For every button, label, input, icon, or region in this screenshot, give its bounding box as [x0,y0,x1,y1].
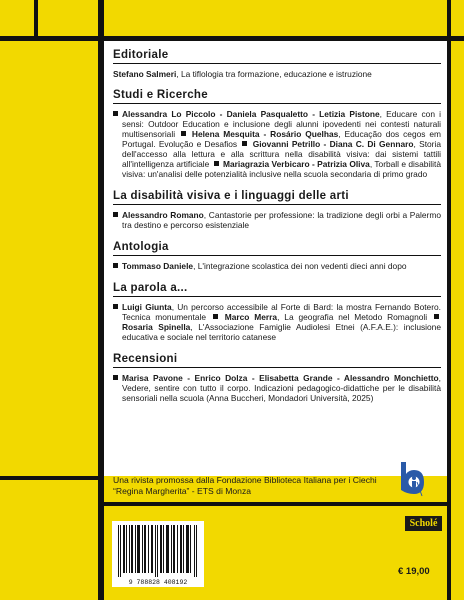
entry-author: Mariagrazia Verbicaro - Patrizia Oliva [223,159,370,169]
entry-title: , L'Associazione Famiglie Audiolesi Etnei (A.F.A.E.): inclusione educativa e sociale nel territorio catanese [122,322,441,342]
bullet-icon [113,304,118,309]
entry-title: , Vedere, sentire con tutto il corpo. Indicazioni pedagogico-didattiche per le disabilità sensoriali nella scuola (Anna Buccheri, Mondadori Università, 2025) [122,373,441,403]
disabilita-entry [113,210,441,230]
bullet-icon [113,263,118,268]
entry-title: , Cantastorie per professione: la tradizione degli orbi a Palermo tra destino e percorso esistenziale [122,210,441,230]
section-heading-parola: La parola a... [113,283,441,297]
promo-line-2: “Regina Margherita” - ETS di Monza [113,486,252,496]
entry-author: Marco Merra [224,312,278,322]
entry-author: Helena Mesquita - Rosário Quelhas [191,129,339,139]
section-heading-disabilita: La disabilità visiva e i linguaggi delle arti [113,191,441,205]
bullet-icon [113,212,118,217]
entry-title: , Storia dell'accesso alla lettura e alla scrittura nella disabilità visiva: dai sistemi tattili all'intelligenza artificiale [122,139,441,169]
bullet-icon [242,141,247,146]
editoriale-entry [113,69,441,79]
bullet-icon [113,111,118,116]
entry-author: Luigi Giunta [122,302,172,312]
entry-title: , La tiflologia tra formazione, educazione e istruzione [176,69,372,79]
bullet-icon [113,375,118,380]
bullet-icon [181,131,186,136]
price: € 19,00 [398,566,430,577]
entry-author: Tommaso Daniele [122,261,194,271]
entry-title: , Un percorso accessibile al Forte di Bard: la mostra Fernando Botero. Tecnica monumentale [122,302,441,322]
recensioni-entry [113,373,441,403]
parola-entries [113,302,441,342]
bullet-icon [214,161,219,166]
entry-author: Giovanni Petrillo - Diana C. Di Gennaro [252,139,414,149]
table-of-contents [113,50,441,412]
entry-author: Alessandro Romano [122,210,204,220]
section-heading-studi: Studi e Ricerche [113,90,441,104]
frame-line-right [447,0,451,600]
frame-line-far-left [34,0,38,38]
section-heading-recensioni: Recensioni [113,354,441,368]
entry-author: Rosaria Spinella [122,322,191,332]
bullet-icon [213,314,218,319]
barcode-icon [116,525,200,577]
promo-text [113,475,383,497]
antologia-entry [113,261,441,271]
bullet-icon [434,314,439,319]
publisher-logo: Scholé [405,516,442,531]
promo-line-1: Una rivista promossa dalla Fondazione Biblioteca Italiana per i Ciechi [113,475,377,485]
barcode-number: 9 788828 408192 [128,579,188,586]
section-heading-editoriale: Editoriale [113,50,441,64]
entry-author: Stefano Salmeri [113,69,177,79]
entry-author: Marisa Pavone - Enrico Dolza - Elisabetta Grande - Alessandro Monchietto [122,373,439,383]
entry-title: , Torball e disabilità visiva: un'analisi delle potenzialità inclusive nella scuola secondaria di primo grado [122,159,441,179]
entry-title: , Educare con i sensi: Outdoor Education e inclusione degli alunni ipovedenti nei contesti naturali multisensoriali [122,109,441,139]
b-person-logo-icon [395,460,431,500]
frame-line-lower [0,476,104,480]
entry-title: , La geografia nel Metodo Romagnoli [277,312,432,322]
section-heading-antologia: Antologia [113,242,441,256]
entry-author: Alessandra Lo Piccolo - Daniela Pasqualetto - Letizia Pistone [122,109,380,119]
entry-title: , Educação dos cegos em Portugal. Evolução e Desafios [122,129,442,149]
entry-title: , L'integrazione scolastica dei non vedenti dieci anni dopo [193,261,407,271]
studi-entries [113,109,441,179]
barcode [112,521,204,587]
